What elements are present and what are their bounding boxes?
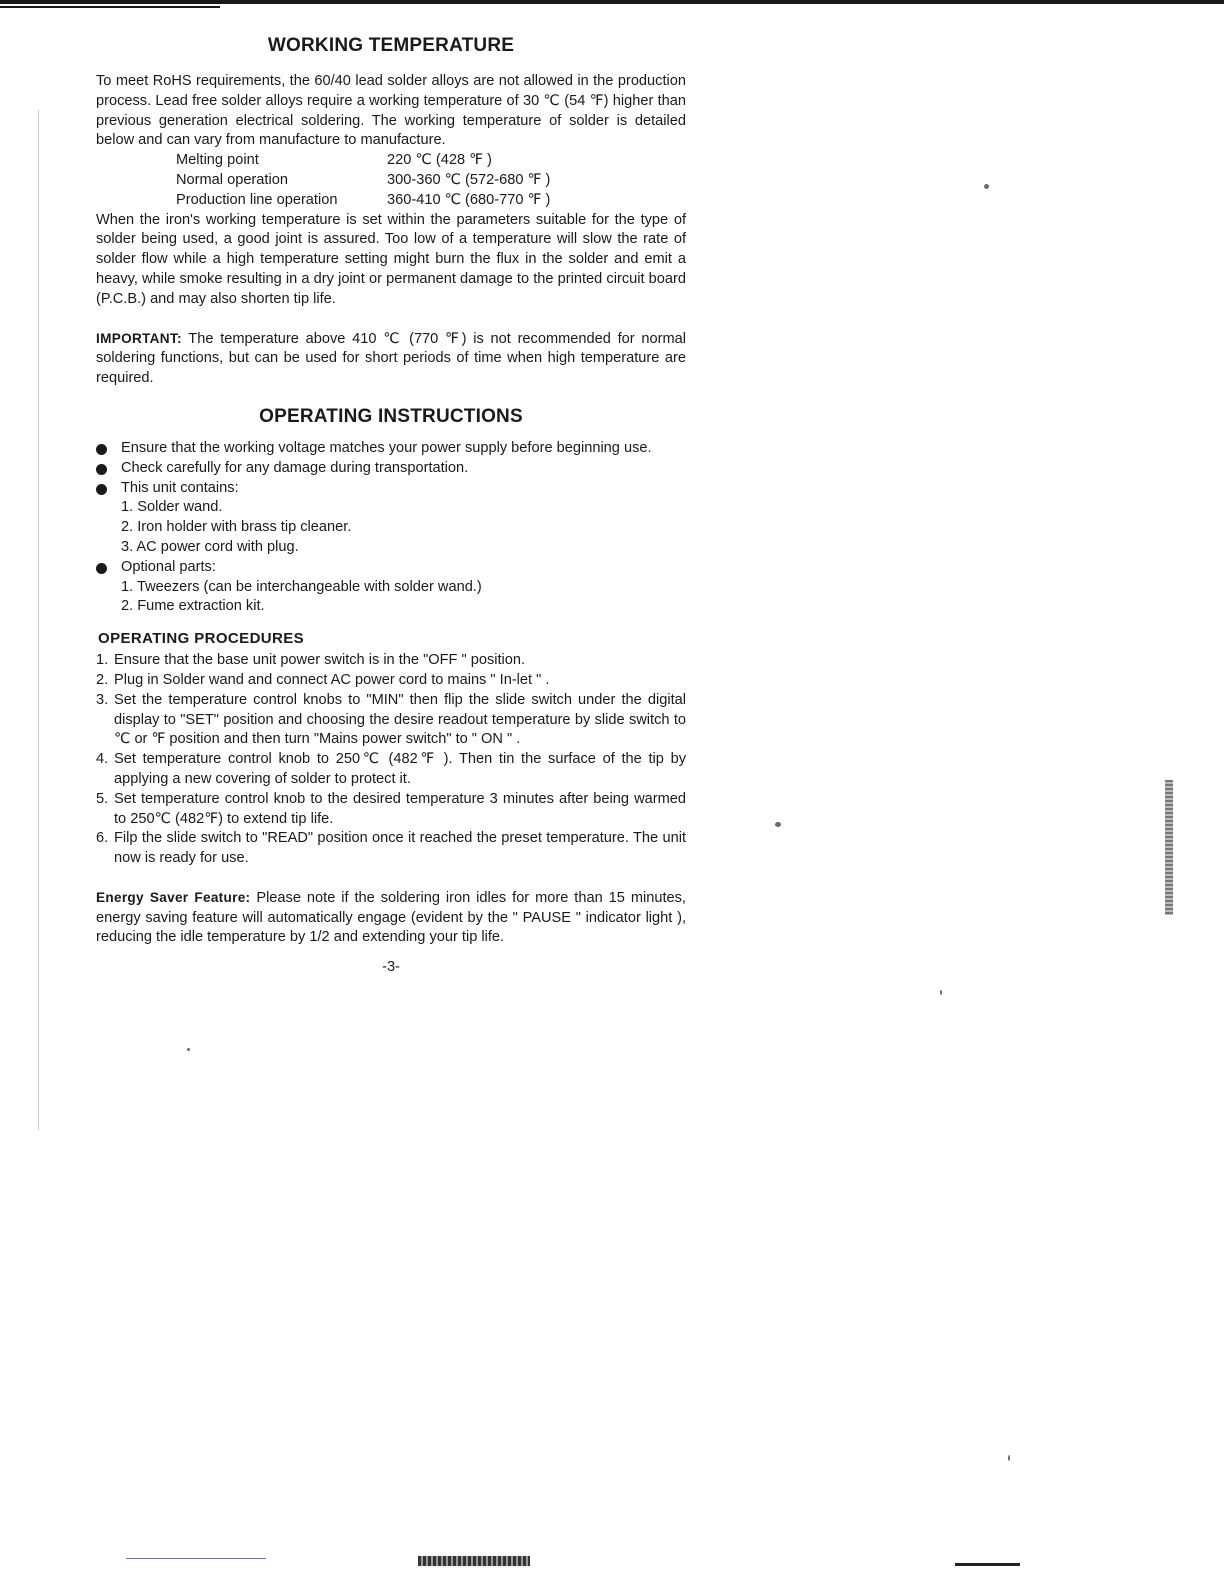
step-text: Ensure that the base unit power switch is in the "OFF " position. xyxy=(114,652,526,669)
step-number: 4. xyxy=(96,751,109,768)
page-content xyxy=(96,34,686,978)
important-label: IMPORTANT: xyxy=(96,330,182,346)
temperature-table xyxy=(176,151,686,210)
list-item: 3. AC power cord with plug. xyxy=(121,538,299,555)
scan-speck xyxy=(187,1048,190,1051)
step-text: Filp the slide switch to "READ" position once it reached the preset temperature. The unit now is ready for use. xyxy=(114,830,686,867)
list-item xyxy=(96,558,686,617)
procedure-step xyxy=(96,829,686,869)
optional-list xyxy=(121,578,686,618)
temp-label: Production line operation xyxy=(176,191,338,208)
step-number: 5. xyxy=(96,790,109,807)
step-number: 1. xyxy=(96,652,109,669)
list-item: 1. Solder wand. xyxy=(121,499,223,516)
scan-speck xyxy=(775,822,781,827)
temp-row xyxy=(176,191,686,211)
temp-value: 220 ℃ (428 ℉ ) xyxy=(387,152,492,169)
procedure-step xyxy=(96,651,686,671)
list-item: 1. Tweezers (can be interchangeable with solder wand.) xyxy=(121,578,482,595)
temp-value: 300-360 ℃ (572-680 ℉ ) xyxy=(387,171,551,188)
energy-saver-label: Energy Saver Feature: xyxy=(96,889,251,905)
step-number: 2. xyxy=(96,671,109,688)
spacer xyxy=(96,310,686,329)
step-number: 3. xyxy=(96,691,109,708)
list-item: Check carefully for any damage during transportation. xyxy=(96,459,686,479)
top-rule-thin xyxy=(0,6,220,8)
temp-row xyxy=(176,151,686,171)
contains-list xyxy=(121,498,686,557)
list-item-label: Optional parts: xyxy=(121,558,216,575)
step-number: 6. xyxy=(96,830,109,847)
scan-strip xyxy=(418,1556,530,1566)
list-item: 2. Iron holder with brass tip cleaner. xyxy=(121,519,352,536)
scan-speck xyxy=(1008,1455,1010,1461)
temp-label: Melting point xyxy=(176,152,259,169)
procedure-step xyxy=(96,790,686,830)
procedure-step xyxy=(96,671,686,691)
scan-edge-line xyxy=(38,110,39,1130)
working-body: When the iron's working temperature is set within the parameters suitable for the type of solder being used, a good joint is assured. Too low of a temperature will slow the rate of solder flow while a high temperature setting might burn the flux in the solder and emit a heavy, while smoke resulting in a dry joint or permanent damage to the printed circuit board (P.C.B.) and may also shorten tip life. xyxy=(96,211,686,307)
list-item xyxy=(96,479,686,558)
top-rule xyxy=(0,0,1224,4)
list-item: 2. Fume extraction kit. xyxy=(121,598,265,615)
procedure-step xyxy=(96,691,686,750)
step-text: Set temperature control knob to 250℃ (482℉ ). Then tin the surface of the tip by applying a new covering of solder to protect it. xyxy=(114,751,686,787)
step-text: Set the temperature control knobs to "MIN" then flip the slide switch under the digital display to "SET" position and choosing the desire readout temperature by slide switch to ℃ or ℉ position and then turn "Mains power switch" to " ON " . xyxy=(114,691,686,748)
scan-shadow xyxy=(1165,780,1173,915)
list-item: Ensure that the working voltage matches your power supply before beginning use. xyxy=(96,439,686,459)
working-temperature-heading: WORKING TEMPERATURE xyxy=(267,35,515,56)
list-item-label: This unit contains: xyxy=(121,479,239,496)
important-text: The temperature above 410 ℃ (770 ℉) is not recommended for normal soldering functions, but can be used for short periods of time when high temperature are required. xyxy=(96,330,686,387)
temp-label: Normal operation xyxy=(176,171,288,188)
energy-saver-text: Please note if the soldering iron idles for more than 15 minutes, energy saving feature will automatically engage (evident by the " PAUSE " indicator light ), reducing the idle temperature by 1/2 and extending your tip life. xyxy=(96,889,686,946)
important-note xyxy=(96,329,686,389)
spacer xyxy=(96,869,686,888)
operating-instructions-heading: OPERATING INSTRUCTIONS xyxy=(259,405,523,427)
temp-row xyxy=(176,171,686,191)
temp-value: 360-410 ℃ (680-770 ℉ ) xyxy=(387,191,551,208)
energy-saver-note xyxy=(96,888,686,948)
instruction-bullets xyxy=(96,439,686,617)
procedure-steps xyxy=(96,651,686,869)
page-number: -3- xyxy=(382,959,400,976)
scan-speck xyxy=(940,990,942,995)
operating-procedures-heading: OPERATING PROCEDURES xyxy=(98,630,305,648)
step-text: Set temperature control knob to the desired temperature 3 minutes after being warmed to 250℃ (482℉) to extend tip life. xyxy=(114,790,686,827)
scan-speck xyxy=(984,184,989,189)
procedure-step xyxy=(96,750,686,790)
scan-dash xyxy=(955,1563,1020,1566)
working-intro: To meet RoHS requirements, the 60/40 lead solder alloys are not allowed in the production process. Lead free solder alloys require a working temperature of 30 ℃ (54 ℉) higher than previous generation electrical soldering. The working temperature of solder is detailed below and can vary from manufacture to manufacture. xyxy=(96,73,686,149)
scan-line xyxy=(126,1558,266,1559)
step-text: Plug in Solder wand and connect AC power cord to mains " In-let " . xyxy=(114,671,550,688)
